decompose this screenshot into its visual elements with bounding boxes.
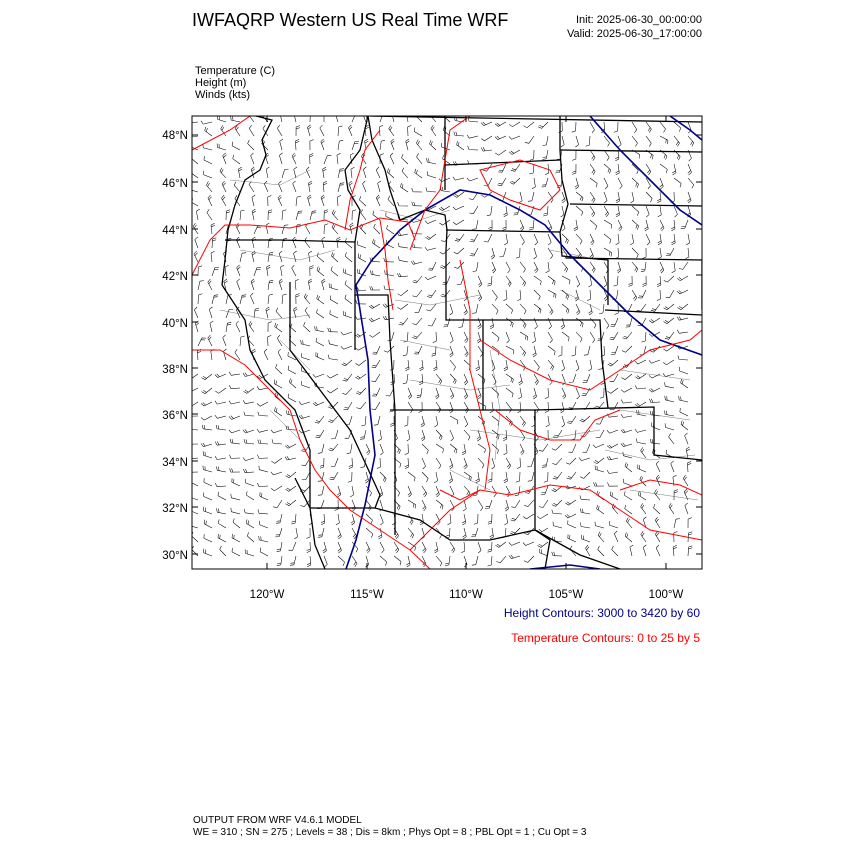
lat-label: 30°N — [162, 550, 188, 562]
lat-label: 34°N — [162, 457, 188, 469]
lat-label: 46°N — [162, 178, 188, 190]
map-title: IWFAQRP Western US Real Time WRF — [192, 10, 509, 30]
field-label-height: Height (m) — [195, 77, 247, 89]
footer-config: WE = 310 ; SN = 275 ; Levels = 38 ; Dis = 8km ; Phys Opt = 8 ; PBL Opt = 1 ; Cu Opt = 3 — [193, 827, 587, 838]
lat-label: 38°N — [162, 364, 188, 376]
latitude-axis — [162, 130, 188, 562]
longitude-axis — [250, 589, 684, 601]
lon-label: 100°W — [648, 589, 684, 601]
lat-label: 48°N — [162, 130, 188, 142]
lon-label: 110°W — [449, 589, 483, 601]
legend-height-contours: Height Contours: 3000 to 3420 by 60 — [503, 606, 700, 620]
lat-label: 44°N — [162, 225, 188, 237]
lat-label: 32°N — [162, 503, 188, 515]
lat-label: 40°N — [162, 318, 188, 330]
field-label-winds: Winds (kts) — [195, 89, 250, 101]
lat-label: 42°N — [162, 271, 188, 283]
run-times — [567, 13, 702, 41]
lon-label: 120°W — [249, 589, 285, 601]
footer-model: OUTPUT FROM WRF V4.6.1 MODEL — [193, 815, 362, 826]
weather-map — [150, 110, 710, 610]
valid-time: Valid: 2025-06-30_17:00:00 — [567, 28, 702, 40]
legend-temperature-contours: Temperature Contours: 0 to 25 by 5 — [511, 631, 700, 645]
lon-label: 115°W — [350, 589, 384, 601]
lon-label: 105°W — [548, 589, 584, 601]
lat-label: 36°N — [162, 410, 188, 422]
init-time: Init: 2025-06-30_00:00:00 — [576, 14, 702, 26]
field-label-temperature: Temperature (C) — [195, 65, 276, 77]
